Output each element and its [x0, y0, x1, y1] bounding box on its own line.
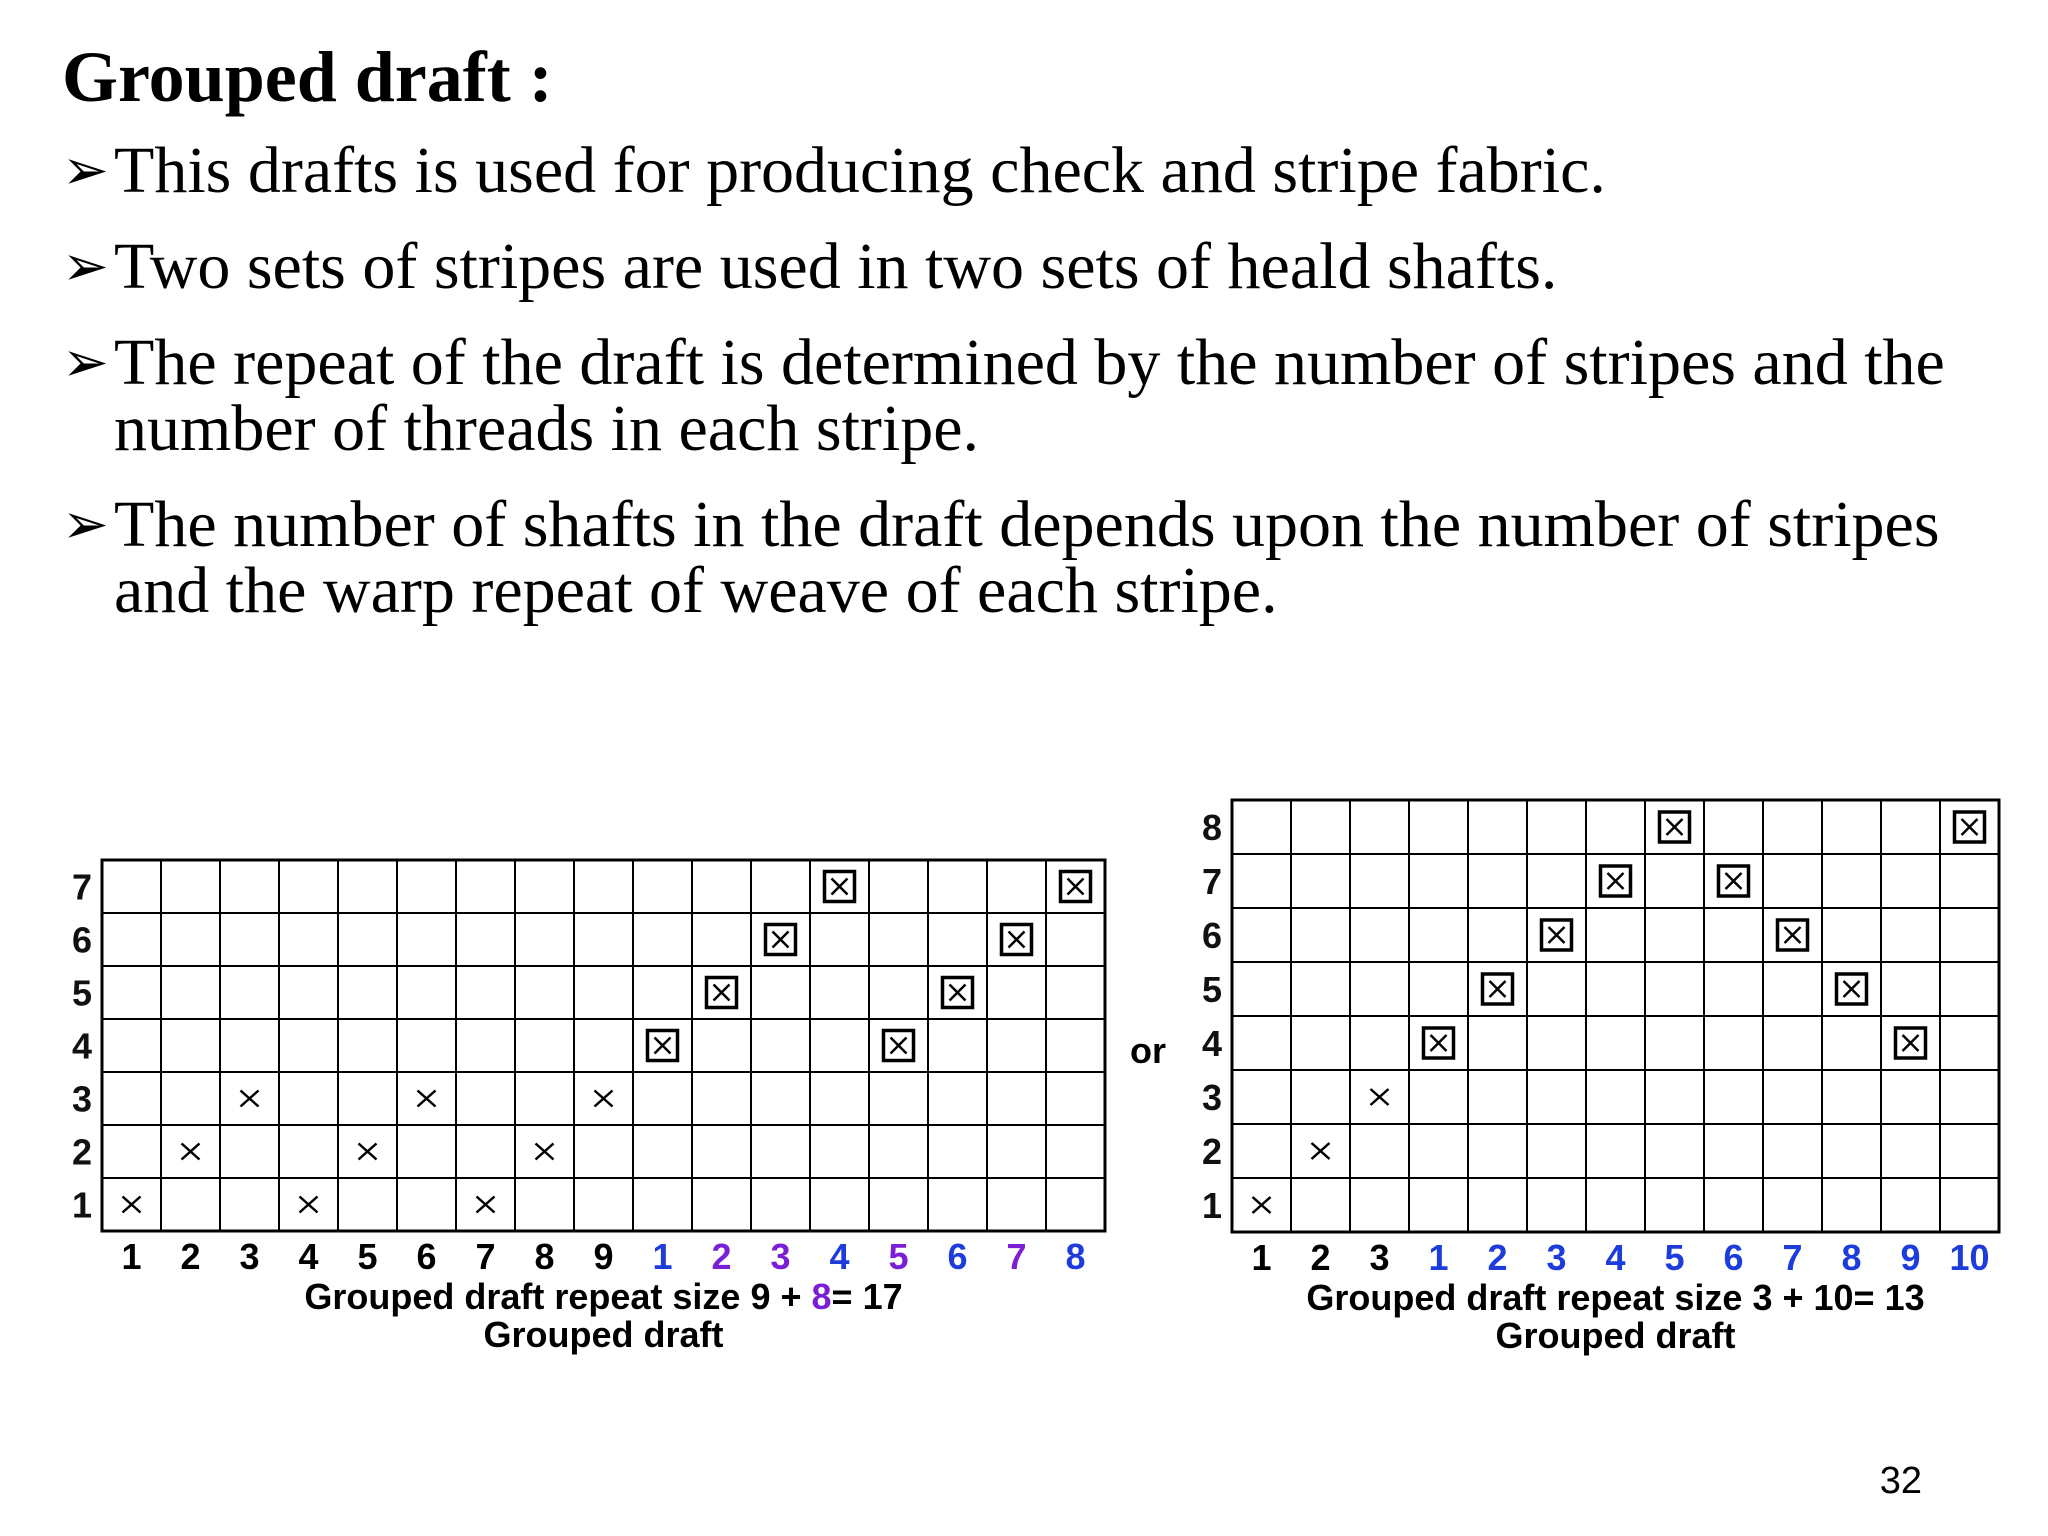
- end-label: 3: [1546, 1237, 1567, 1278]
- end-label: 6: [947, 1236, 968, 1277]
- cross-mark: [1608, 873, 1624, 889]
- cross-mark: [891, 1038, 907, 1054]
- cross-mark: [182, 1144, 200, 1160]
- grouped-draft-diagram-left: [60, 850, 1140, 1370]
- grouped-draft-diagram-right: [1190, 790, 2030, 1370]
- cross-mark: [1962, 819, 1978, 835]
- shaft-label: 3: [1201, 1077, 1222, 1118]
- cross-mark: [477, 1197, 495, 1213]
- shaft-label: 6: [1201, 915, 1222, 956]
- shaft-label: 8: [1201, 807, 1222, 848]
- bullet-item: [62, 230, 2022, 303]
- end-label: 2: [1487, 1237, 1508, 1278]
- bullet-text: The number of shafts in the draft depends upon the number of stripes and the warp repeat of weave of each stripe.: [114, 488, 1940, 627]
- cross-mark: [1371, 1089, 1389, 1105]
- bullet-item: [62, 134, 2022, 207]
- arrow-bullet-icon: ➢: [62, 234, 109, 299]
- shaft-label: 5: [1201, 969, 1222, 1010]
- cross-mark: [300, 1197, 318, 1213]
- caption-part: 8: [811, 1276, 832, 1317]
- bullet-text: Two sets of stripes are used in two sets of heald shafts.: [114, 230, 1558, 303]
- cross-mark: [1726, 873, 1742, 889]
- end-label: 5: [888, 1236, 909, 1277]
- end-label: 10: [1949, 1237, 1990, 1278]
- end-label: 7: [1782, 1237, 1803, 1278]
- shaft-label: 1: [71, 1184, 92, 1226]
- end-label: 3: [239, 1236, 260, 1277]
- end-label: 4: [829, 1236, 850, 1277]
- page-number: 32: [1879, 1460, 1922, 1502]
- cross-mark: [1068, 879, 1084, 895]
- bullet-item: [62, 488, 2022, 627]
- cross-mark: [1312, 1143, 1330, 1159]
- shaft-label: 7: [71, 866, 92, 908]
- cross-mark: [773, 932, 789, 948]
- cross-mark: [536, 1144, 554, 1160]
- cross-mark: [359, 1144, 377, 1160]
- end-label: 8: [1841, 1237, 1862, 1278]
- bullet-text: This drafts is used for producing check and stripe fabric.: [114, 134, 1606, 207]
- end-label: 4: [298, 1236, 319, 1277]
- draft-grid-border: [102, 860, 1105, 1231]
- cross-mark: [418, 1091, 436, 1107]
- cross-mark: [241, 1091, 259, 1107]
- end-label: 5: [1664, 1237, 1685, 1278]
- cross-mark: [595, 1091, 613, 1107]
- shaft-label: 7: [1201, 861, 1222, 902]
- bullet-item: [62, 326, 2022, 465]
- end-label: 3: [770, 1236, 791, 1277]
- cross-mark: [1667, 819, 1683, 835]
- shaft-label: 5: [71, 972, 92, 1014]
- cross-mark: [1844, 981, 1860, 997]
- end-label: 7: [475, 1236, 496, 1277]
- caption-part: Grouped draft repeat size 3 + 10= 13: [1306, 1277, 1925, 1318]
- draft-caption: [1306, 1277, 1924, 1318]
- cross-mark: [1785, 927, 1801, 943]
- caption-part: = 17: [831, 1276, 903, 1317]
- caption-part: Grouped draft repeat size 9 +: [304, 1276, 812, 1317]
- cross-mark: [1431, 1035, 1447, 1051]
- end-label: 2: [1310, 1237, 1331, 1278]
- draft-caption: [304, 1276, 902, 1317]
- shaft-label: 3: [71, 1078, 92, 1120]
- end-label: 2: [180, 1236, 201, 1277]
- cross-mark: [1549, 927, 1565, 943]
- cross-mark: [714, 985, 730, 1001]
- shaft-label: 4: [1201, 1023, 1222, 1064]
- draft-subcaption: Grouped draft: [483, 1314, 724, 1355]
- end-label: 1: [652, 1236, 673, 1277]
- or-label: or: [1130, 1030, 1166, 1071]
- cross-mark: [1253, 1197, 1271, 1213]
- arrow-bullet-icon: ➢: [62, 330, 109, 395]
- end-label: 6: [1723, 1237, 1744, 1278]
- end-label: 9: [1900, 1237, 1921, 1278]
- cross-mark: [1903, 1035, 1919, 1051]
- end-label: 2: [711, 1236, 732, 1277]
- slide-title: Grouped draft :: [62, 37, 553, 117]
- end-label: 8: [1065, 1236, 1086, 1277]
- end-label: 1: [121, 1236, 142, 1277]
- shaft-label: 6: [71, 919, 92, 961]
- cross-mark: [950, 985, 966, 1001]
- end-label: 6: [416, 1236, 437, 1277]
- arrow-bullet-icon: ➢: [62, 138, 109, 203]
- end-label: 9: [593, 1236, 614, 1277]
- cross-mark: [832, 879, 848, 895]
- end-label: 8: [534, 1236, 555, 1277]
- shaft-label: 2: [1201, 1131, 1222, 1172]
- draft-subcaption: Grouped draft: [1495, 1315, 1736, 1356]
- arrow-bullet-icon: ➢: [62, 492, 109, 557]
- bullet-list: [62, 134, 2022, 654]
- end-label: 1: [1428, 1237, 1449, 1278]
- shaft-label: 1: [1201, 1185, 1222, 1226]
- cross-mark: [1009, 932, 1025, 948]
- end-label: 3: [1369, 1237, 1390, 1278]
- shaft-label: 2: [71, 1131, 92, 1173]
- end-label: 4: [1605, 1237, 1626, 1278]
- cross-mark: [1490, 981, 1506, 997]
- cross-mark: [123, 1197, 141, 1213]
- end-label: 1: [1251, 1237, 1272, 1278]
- end-label: 5: [357, 1236, 378, 1277]
- end-label: 7: [1006, 1236, 1027, 1277]
- bullet-text: The repeat of the draft is determined by the number of stripes and the number of threads in each stripe.: [114, 326, 1945, 465]
- shaft-label: 4: [71, 1025, 92, 1067]
- cross-mark: [655, 1038, 671, 1054]
